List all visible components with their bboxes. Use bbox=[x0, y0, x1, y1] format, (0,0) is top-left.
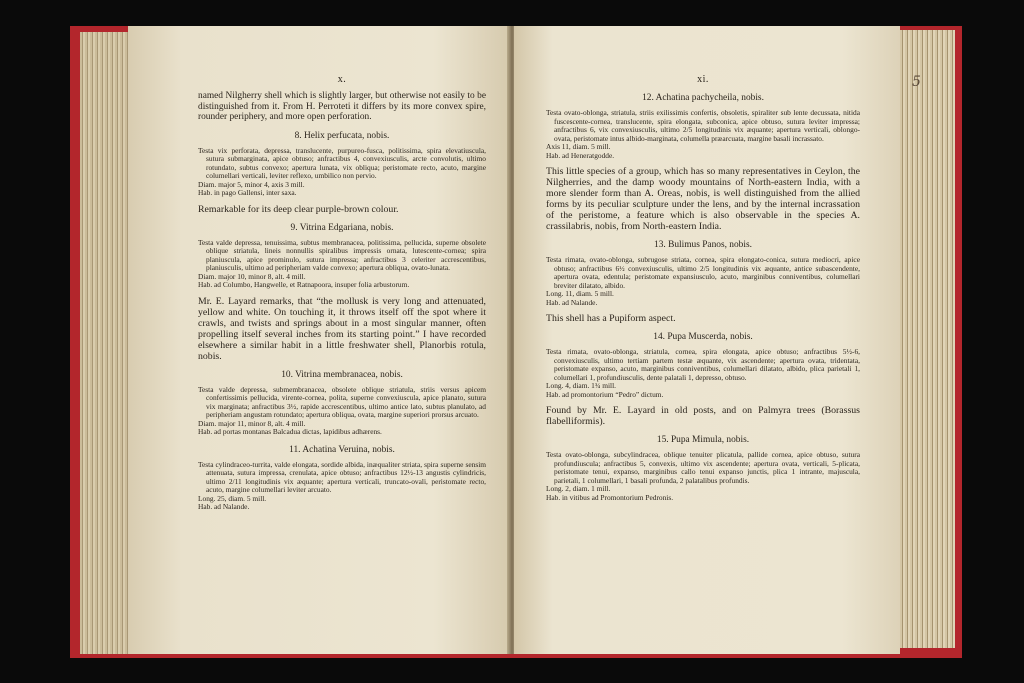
left-page bbox=[128, 26, 510, 654]
page-number: xi. bbox=[697, 74, 709, 85]
species-description: Testa ovato-oblonga, subcylindracea, oblique tenuiter plicatula, pallide cornea, apice obtuso, sutura profundiuscula; anfractibus 5, convexis, ultimo vix ascendente; apertura ovata, verticali, 5-plicata, peristomate tenui, expanso, marginibus callo tenui expanso junctis, plica 1 intrante, majuscula, parietali, 1 columellari, 1 basali profunda, 2 palatalibus profundis. bbox=[546, 450, 860, 485]
species-dimensions: Diam. major 10, minor 8, alt. 4 mill. bbox=[198, 271, 306, 281]
left-page-edges bbox=[80, 32, 130, 654]
species-habitat: Hab. in pago Gallensi, inter saxa. bbox=[198, 188, 297, 198]
species-heading: 12. Achatina pachycheila, nobis. bbox=[642, 93, 764, 103]
right-page bbox=[514, 26, 900, 654]
species-note: Remarkable for its deep clear purple-brown colour. bbox=[198, 203, 399, 215]
species-dimensions: Axis 11, diam. 5 mill. bbox=[546, 142, 611, 151]
species-dimensions: Long. 11, diam. 5 mill. bbox=[546, 289, 614, 298]
species-dimensions: Long. 25, diam. 5 mill. bbox=[198, 493, 267, 503]
species-note: Mr. E. Layard remarks, that “the mollusk is very long and attenuated, yellow and white. On touching it, it throws itself off the spot where it crawls, and twists and springs about in a most singular manner, often propelling itself several inches from its starting point.” I have recorded elsewhere a similar habit in a little freshwater shell, Planorbis rotula, nobis. bbox=[198, 295, 486, 362]
species-description: Testa rimata, ovato-oblonga, striatula, cornea, spira elongata, apice obtuso; anfractibus 5½-6, convexiusculis, ultimo tertiam partem testæ æquante, vix ascendente; apertura ovata, tridentata, peristomate expanso, acuto, marginibus conniventibus, columellari dilatato, albido, plica parietali 1, columellari 1, profundiusculis, dente palatali 1, depresso, obtuso. bbox=[546, 347, 860, 382]
species-habitat: Hab. ad portas montanas Balcadua dictas, lapidibus adhærens. bbox=[198, 427, 382, 437]
species-description: Testa cylindraceo-turrita, valde elongata, sordide albida, inæqualiter striata, spira superne sensim attenuata, sutura impressa, crenulata, apice obtuso; anfractibus 12½-13 angustis cylindricis, ultimo 2/11 longitudinis vix æquante; apertura verticali, truncato-ovali, peristomate recto, acuto, margine columellari leviter arcuato. bbox=[198, 459, 486, 495]
species-habitat: Hab. ad Heneratgodde. bbox=[546, 150, 615, 160]
species-dimensions: Long. 4, diam. 1¾ mill. bbox=[546, 381, 617, 390]
species-heading: 8. Helix perfucata, nobis. bbox=[294, 130, 390, 141]
intro-paragraph: named Nilgherry shell which is slightly larger, but otherwise not easily to be distinguished from it. From H. Perroteti it differs by its more convex spire, rounder periphery, and more open perforation. bbox=[198, 91, 486, 123]
species-description: Testa ovato-oblonga, striatula, striis exilissimis confertis, obsoletis, spiraliter sub lente decussata, nitida fuscescente-cornea, translucente, spira elongata, subconica, apice obtuso, sutura leviter impressa; anfractibus 6, vix convexiusculis, ultimo 2/5 longitudinis vix æquante; apertura verticali, oblongo-ovata, peristomate intus albido-marginata, columella præarcuata, margine basali incrassato. bbox=[546, 108, 860, 143]
species-description: Testa valde depressa, submembranacea, obsolete oblique striatula, striis versus apicem confertissimis pellucida, virente-cornea, polita, superne convexiuscula, apice planato, sutura vix marginata; anfractibus 3½, rapide accrescentibus, ultimo antice lato, subtus planulato, ad peripheriam angustam rotundato; apertura obliqua, ovata, margine superiori prorsus arcuato. bbox=[198, 384, 486, 420]
species-habitat: Hab. ad Nalande. bbox=[546, 297, 598, 307]
species-dimensions: Diam. major 11, minor 8, alt. 4 mill. bbox=[198, 418, 306, 428]
species-heading: 13. Bulimus Panos, nobis. bbox=[654, 240, 752, 250]
species-heading: 10. Vitrina membranacea, nobis. bbox=[281, 369, 403, 380]
page-number: x. bbox=[337, 74, 347, 85]
species-habitat: Hab. ad promontorium “Pedro” dictum. bbox=[546, 389, 664, 399]
species-description: Testa valde depressa, tenuissima, subtus membranacea, politissima, pellucida, superne obsolete oblique striatula, lineis nonnullis spiralibus impressis ornata, lutescente-cornea; spira planiuscula, apice prominulo, sutura impressa; anfractibus 3 celeriter accrescentibus, planiusculis, ultimo ad peripheriam valde convexo; apertura obliqua, ovato-lunata. bbox=[198, 237, 486, 273]
species-habitat: Hab. in vitibus ad Promontorium Pedronis. bbox=[546, 492, 674, 502]
species-heading: 14. Pupa Muscerda, nobis. bbox=[653, 332, 753, 342]
species-note: This shell has a Pupiform aspect. bbox=[546, 313, 676, 324]
species-dimensions: Long. 2, diam. 1 mill. bbox=[546, 484, 611, 493]
species-heading: 11. Achatina Veruina, nobis. bbox=[289, 444, 395, 455]
species-description: Testa vix perforata, depressa, translucente, purpureo-fusca, politissima, spira elevatiuscula, sutura submarginata, apice obtuso; anfractibus 4, convexiusculis, arcte convolutis, ultimo rotundato, subtus convexo; apertura lunata, vix obliqua; peristomate recto, acuto, margine columellari verticali, leviter reflexo, umbilico non pervio. bbox=[198, 145, 486, 181]
species-note: This little species of a group, which has so many representatives in Ceylon, the Nilgherries, and the damp woody mountains of North-eastern India, with a more slender form than A. Oreas, nobis, is well distinguished from the allied forms by its peculiar sculpture under the lens, and by the internal incrassation of the peristome, a feature which is also observable in the species A. crassilabris, nobis, from North-eastern India. bbox=[546, 166, 860, 232]
right-page-edges bbox=[900, 30, 955, 648]
species-heading: 15. Pupa Mimula, nobis. bbox=[656, 435, 750, 445]
species-dimensions: Diam. major 5, minor 4, axis 3 mill. bbox=[198, 179, 305, 189]
species-description: Testa rimata, ovato-oblonga, subrugose striata, cornea, spira elongato-conica, sutura mediocri, apice obtuso; anfractibus 6½ convexiusculis, ultimo 2/5 longitudinis vix æquante, antice subascendente, apertura ovata, edentula; peristomate expansiusculo, acuto, marginibus conniventibus, columellari breviter dilatato, albido. bbox=[546, 255, 860, 290]
species-habitat: Hab. ad Columbo, Hangwelle, et Ratnapoora, insuper folia arbustorum. bbox=[198, 280, 410, 290]
species-note: Found by Mr. E. Layard in old posts, and on Palmyra trees (Borassus flabelliformis). bbox=[546, 405, 860, 427]
species-habitat: Hab. ad Nalande. bbox=[198, 502, 250, 512]
pencil-margin-mark: 5 bbox=[912, 74, 921, 90]
species-heading: 9. Vitrina Edgariana, nobis. bbox=[290, 222, 394, 233]
